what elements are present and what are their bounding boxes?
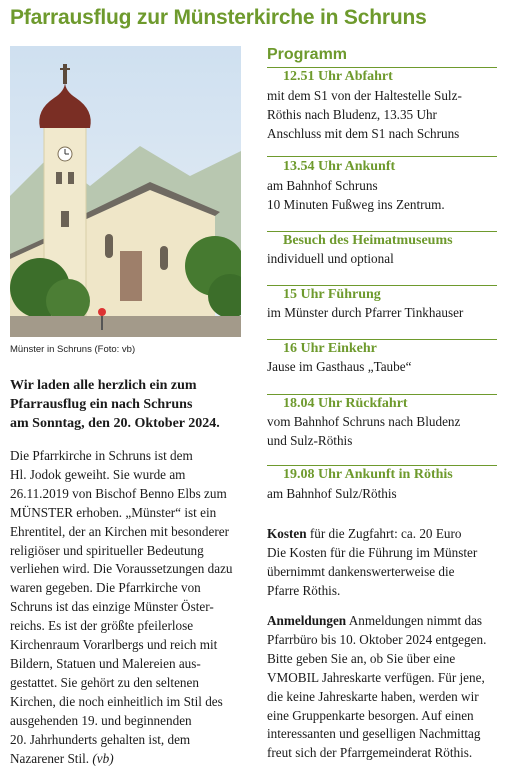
program-item-head: 12.51 Uhr Abfahrt [283, 69, 393, 84]
body-line: gestattet. Sie gehört zu den seltenen [10, 674, 199, 690]
divider [267, 394, 497, 395]
program-line: mit dem S1 von der Haltestelle Sulz- [267, 88, 462, 103]
program-line: vom Bahnhof Schruns nach Bludenz [267, 414, 461, 429]
program-line: am Bahnhof Sulz/Röthis [267, 486, 397, 501]
registration-line: die keine Jahreskarte haben, werden wir [267, 688, 479, 704]
church-photo [10, 46, 241, 337]
costs-first-line: für die Zugfahrt: ca. 20 Euro [306, 526, 462, 541]
program-item-text [267, 87, 502, 144]
program-item-head: 15 Uhr Führung [283, 287, 381, 302]
costs-line: Pfarre Röthis. [267, 582, 341, 598]
body-line: Kirchen, die noch einheitlich im Stil des [10, 693, 223, 709]
intro-line: am Sonntag, den 20. Oktober 2024. [10, 416, 220, 431]
registration-section [267, 612, 507, 763]
registration-first-line: Anmeldungen nimmt das [346, 613, 483, 628]
program-heading: Programm [267, 46, 348, 63]
program-line: im Münster durch Pfarrer Tinkhauser [267, 305, 464, 320]
program-item-text [267, 358, 502, 377]
program-item-text [267, 485, 502, 504]
registration-line: eine Gruppenkarte besorgen. Auf einen [267, 707, 474, 723]
costs-label: Kosten [267, 526, 307, 541]
costs-section [267, 525, 507, 601]
body-line: 26.11.2019 von Bischof Benno Elbs zum [10, 485, 227, 501]
body-line: Schruns ist das einzige Münster Öster- [10, 599, 214, 615]
program-item-head: Besuch des Heimatmuseums [283, 233, 453, 248]
program-item-head: 19.08 Uhr Ankunft in Röthis [283, 467, 453, 482]
body-line: 20. Jahrhunderts gehalten ist, dem [10, 731, 191, 747]
registration-line: Pfarrbüro bis 10. Oktober 2024 entgegen. [267, 631, 487, 647]
body-line: Die Pfarrkirche in Schruns ist dem [10, 448, 193, 463]
intro-line: Wir laden alle herzlich ein zum [10, 378, 197, 393]
invitation-text [10, 376, 250, 433]
photo-caption: Münster in Schruns (Foto: vb) [10, 344, 136, 355]
program-item-text [267, 304, 502, 323]
body-line: Hl. Jodok geweiht. Sie wurde am [10, 466, 186, 482]
program-line: Anschluss mit dem S1 nach Schruns [267, 125, 460, 141]
program-item-head: 18.04 Uhr Rückfahrt [283, 396, 408, 411]
program-item-text [267, 413, 502, 451]
body-line: ausgehenden 19. und beginnenden [10, 712, 192, 728]
divider [267, 231, 497, 232]
intro-line: Pfarrausflug ein nach Schruns [10, 397, 193, 412]
costs-line: Die Kosten für die Führung im Münster [267, 544, 478, 560]
body-line: Ehrentitel, der an Kirchen mit besonderer [10, 523, 229, 539]
program-item-text [267, 177, 502, 215]
body-line: Kirchenraum Vorarlbergs und reich mit [10, 637, 218, 653]
program-line: und Sulz-Röthis [267, 432, 353, 448]
program-line: am Bahnhof Schruns [267, 178, 378, 193]
divider [267, 339, 497, 340]
body-line: Nazarener Stil. [10, 750, 90, 766]
registration-label: Anmeldungen [267, 613, 347, 628]
divider [267, 465, 497, 466]
church-description [10, 447, 255, 768]
program-line: Röthis nach Bludenz, 13.35 Uhr [267, 106, 437, 122]
program-line: 10 Minuten Fußweg ins Zentrum. [267, 196, 445, 212]
costs-line: übernimmt dankenswerterweise die [267, 563, 455, 579]
church-illustration [10, 46, 241, 337]
divider [267, 156, 497, 157]
registration-line: Bitte geben Sie an, ob Sie über eine [267, 650, 456, 666]
body-line: verliehen wird. Die Voraussetzungen dazu [10, 561, 233, 577]
registration-line: VMOBIL Jahreskarte verfügen. Für jene, [267, 669, 485, 685]
program-line: Jause im Gasthaus „Taube“ [267, 359, 412, 374]
program-line: individuell und optional [267, 251, 394, 266]
author-signature: (vb) [92, 750, 114, 766]
divider [267, 67, 497, 68]
divider [267, 285, 497, 286]
body-line: reichs. Es ist der größte pfeilerlose [10, 618, 194, 634]
registration-line: freut sich der Pfarrgemeinderat Röthis. [267, 745, 473, 761]
registration-line: interessanten und geselligen Nachmittag [267, 726, 481, 742]
body-line-last [10, 750, 255, 769]
program-item-text [267, 250, 502, 269]
program-item-head: 13.54 Uhr Ankunft [283, 159, 396, 174]
article-title: Pfarrausflug zur Münsterkirche in Schruns [10, 6, 427, 29]
program-item-head: 16 Uhr Einkehr [283, 341, 377, 356]
body-line: religiöser und spiritueller Bedeutung [10, 542, 204, 558]
body-line: MÜNSTER erhoben. „Münster“ ist ein [10, 504, 217, 520]
body-line: Bildern, Statuen und Malereien aus- [10, 655, 201, 671]
body-line: waren gegeben. Die Pfarrkirche von [10, 580, 201, 596]
